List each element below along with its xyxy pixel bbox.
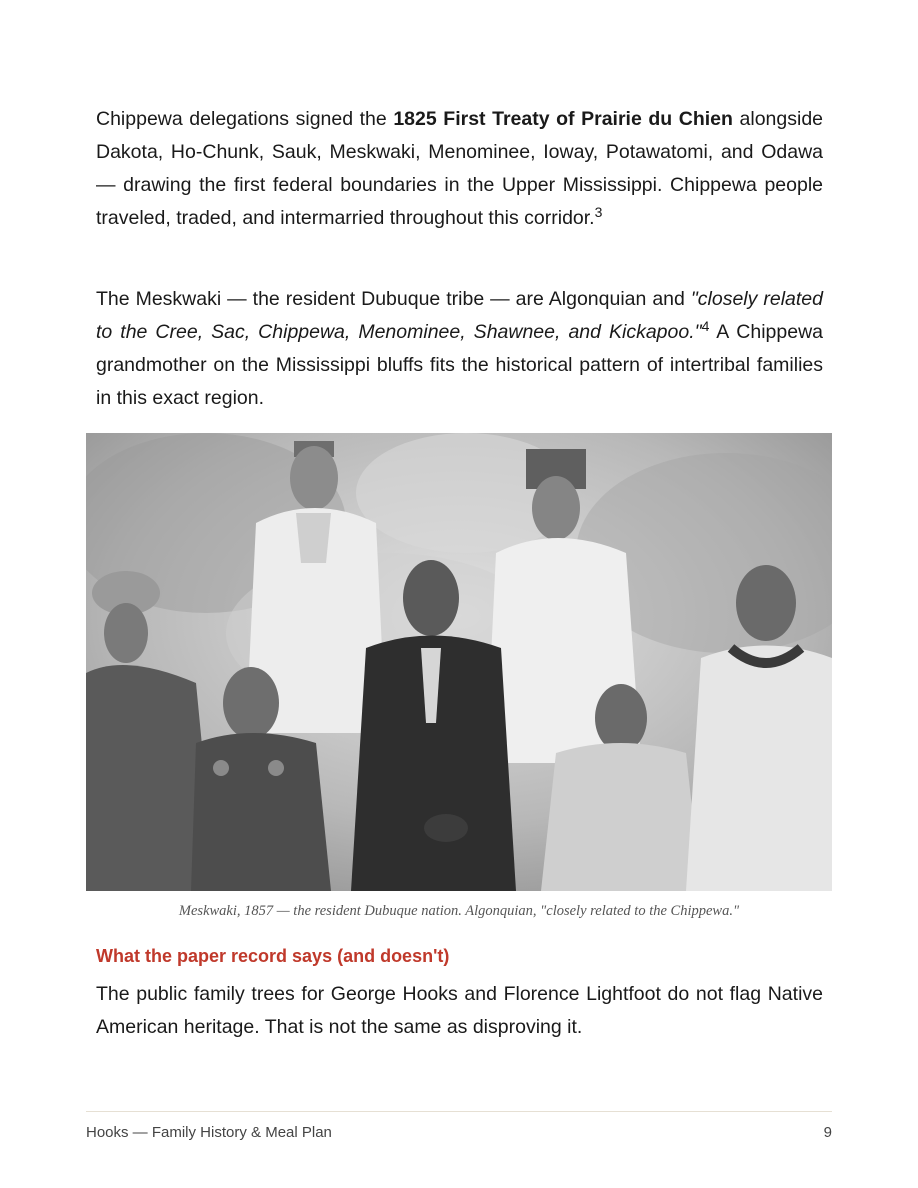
page-number: 9 (823, 1124, 832, 1141)
footnote-3[interactable]: 3 (594, 204, 603, 220)
historical-photo (86, 433, 832, 891)
treaty-name: 1825 First Treaty of Prairie du Chien (393, 108, 733, 130)
footer-divider (86, 1111, 832, 1112)
footer-title: Hooks — Family History & Meal Plan (86, 1124, 332, 1141)
section-heading: What the paper record says (and doesn't) (96, 946, 450, 966)
paragraph-paper-record: The public family trees for George Hooks and Florence Lightfoot do not flag Native American heritage. That is not the same as disproving it. (96, 983, 823, 1038)
paragraph-treaty (96, 103, 823, 235)
footnote-4[interactable]: 4 (701, 318, 710, 334)
photo-caption: Meskwaki, 1857 — the resident Dubuque nation. Algonquian, "closely related to the Chippewa." (178, 903, 740, 919)
meskwaki-quote: "closely related to the Cree, Sac, Chippewa, Menominee, Shawnee, and Kickapoo." (96, 288, 823, 343)
paragraph-treaty-lead: Chippewa delegations signed the (96, 108, 394, 130)
paragraph-meskwaki (96, 283, 823, 415)
paragraph-meskwaki-rest: A Chippewa grandmother on the Mississippi bluffs fits the historical pattern of intertribal families in this exact region. (96, 321, 823, 409)
paragraph-treaty-rest: alongside Dakota, Ho-Chunk, Sauk, Meskwaki, Menominee, Ioway, Potawatomi, and Odawa — drawing the first federal boundaries in the Upper Mississippi. Chippewa people traveled, traded, and intermarried throughout this corridor. (96, 108, 824, 229)
paragraph-meskwaki-lead: The Meskwaki — the resident Dubuque tribe — are Algonquian and (96, 288, 691, 310)
